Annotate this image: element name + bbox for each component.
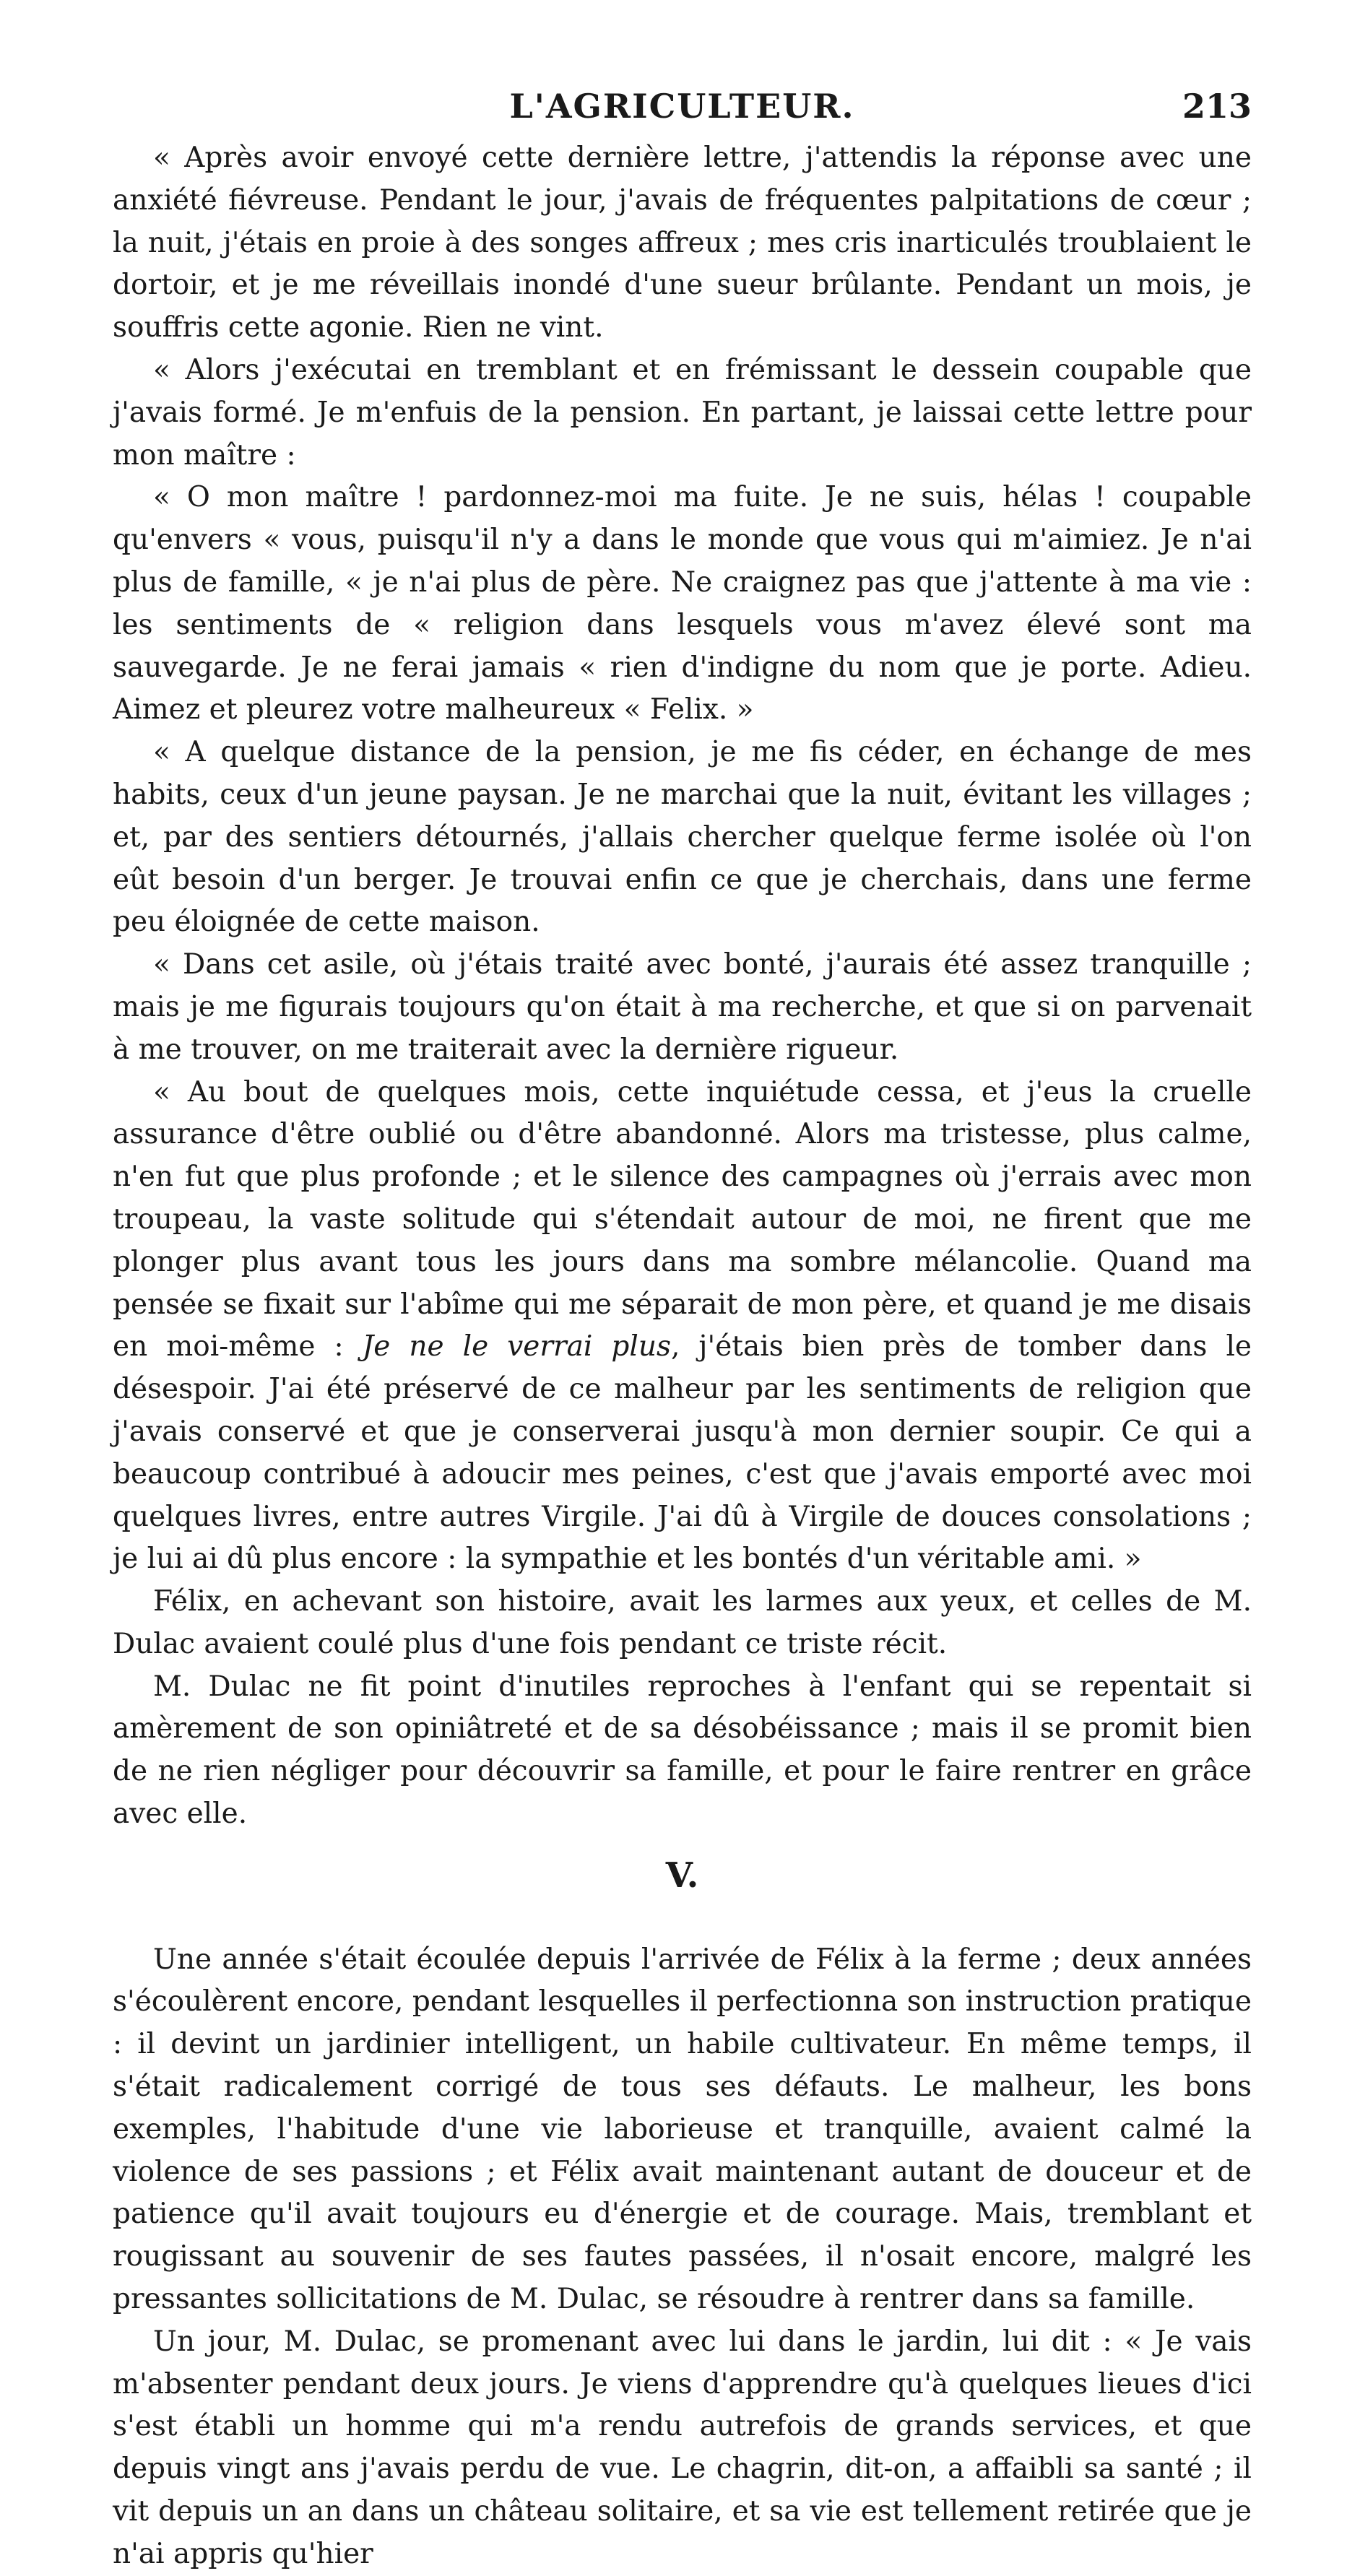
paragraph: Un jour, M. Dulac, se promenant avec lui dans le jardin, lui dit : « Je vais m'absenter pendant deux jours. Je viens d'apprendre qu'à quelques lieues d'ici s'est établi un homme qui m'a rendu autrefois de grands services, et que depuis vingt ans j'avais perdu de vue. Le chagrin, dit-on, a affaibli sa santé ; il vit depuis un an dans un château solitaire, et sa vie est tellement retirée que je n'ai appris qu'hier [113, 2325, 1252, 2570]
page-header [113, 87, 1252, 137]
running-title: L'AGRICULTEUR. [509, 87, 855, 126]
text-run: « Au bout de quelques mois, cette inquiétude cessa, et j'eus la cruelle assurance d'être oublié ou d'être abandonné. Alors ma tristesse, plus calme, n'en fut que plus profonde ; et le silence des campagnes où j'errais avec mon troupeau, la vaste solitude qui s'étendait autour de moi, ne firent que me plonger plus avant tous les jours dans ma sombre mélancolie. Quand ma pensée se fixait sur l'abîme qui me séparait de mon père, et quand je me disais en moi-même : [113, 1075, 1252, 1363]
body-text [113, 137, 1252, 2576]
paragraph: Félix, en achevant son histoire, avait les larmes aux yeux, et celles de M. Dulac avaient coulé plus d'une fois pendant ce triste récit. [113, 1585, 1252, 1660]
paragraph: « Alors j'exécutai en tremblant et en frémissant le dessein coupable que j'avais formé. Je m'enfuis de la pension. En partant, je laissai cette lettre pour mon maître : [113, 353, 1252, 472]
letter-quote: « O mon maître ! pardonnez-moi ma fuite. Je ne suis, hélas ! coupable qu'envers « vous, puisqu'il n'y a dans le monde que vous qui m'aimiez. Je n'ai plus de famille, « je n'ai plus de père. Ne craignez pas que j'attente à ma vie : les sentiments de « religion dans lesquels vous m'avez élevé sont ma sauvegarde. Je ne ferai jamais « rien d'indigne du nom que je porte. Adieu. Aimez et pleurez votre malheureux « Felix. » [113, 481, 1252, 727]
paragraph-with-italic [113, 1072, 1252, 1582]
paragraph: « Après avoir envoyé cette dernière lettre, j'attendis la réponse avec une anxiété fiévreuse. Pendant le jour, j'avais de fréquentes palpitations de cœur ; la nuit, j'étais en proie à des songes affreux ; mes cris inarticulés troublaient le dortoir, et je me réveillais inondé d'une sueur brûlante. Pendant un mois, je souffris cette agonie. Rien ne vint. [113, 142, 1252, 344]
italic-phrase: Je ne le verrai plus [362, 1330, 671, 1363]
paragraph: M. Dulac ne fit point d'inutiles reproches à l'enfant qui se repentait si amèrement de son opiniâtreté et de sa désobéissance ; mais il se promit bien de ne rien négliger pour découvrir sa famille, et pour le faire rentrer en grâce avec elle. [113, 1670, 1252, 1831]
paragraph: « A quelque distance de la pension, je me fis céder, en échange de mes habits, ceux d'un jeune paysan. Je ne marchai que la nuit, évitant les villages ; et, par des sentiers détournés, j'allais chercher quelque ferme isolée où l'on eût besoin d'un berger. Je trouvai enfin ce que je cherchais, dans une ferme peu éloignée de cette maison. [113, 736, 1252, 939]
paragraph: Une année s'était écoulée depuis l'arrivée de Félix à la ferme ; deux années s'écoulèrent encore, pendant lesquelles il perfectionna son instruction pratique : il devint un jardinier intelligent, un habile cultivateur. En même temps, il s'était radicalement corrigé de tous ses défauts. Le malheur, les bons exemples, l'habitude d'une vie laborieuse et tranquille, avaient calmé la violence de ses passions ; et Félix avait maintenant autant de douceur et de patience qu'il avait toujours eu d'énergie et de courage. Mais, tremblant et rougissant au souvenir de ses fautes passées, il n'osait encore, malgré les pressantes sollicitations de M. Dulac, se résoudre à rentrer dans sa famille. [113, 1943, 1252, 2316]
section-heading: V. [665, 1855, 699, 1896]
paragraph: « Dans cet asile, où j'étais traité avec bonté, j'aurais été assez tranquille ; mais je me figurais toujours qu'on était à ma recherche, et que si on parvenait à me trouver, on me traiterait avec la dernière rigueur. [113, 948, 1252, 1066]
text-run: , j'étais bien près de tomber dans le désespoir. J'ai été préservé de ce malheur par les sentiments de religion que j'avais conservé et que je conserverai jusqu'à mon dernier soupir. Ce qui a beaucoup contribué à adoucir mes peines, c'est que j'avais emporté avec moi quelques livres, entre autres Virgile. J'ai dû à Virgile de douces consolations ; je lui ai dû plus encore : la sympathie et les bontés d'un véritable ami. » [113, 1330, 1252, 1576]
page-number: 213 [1182, 87, 1252, 126]
